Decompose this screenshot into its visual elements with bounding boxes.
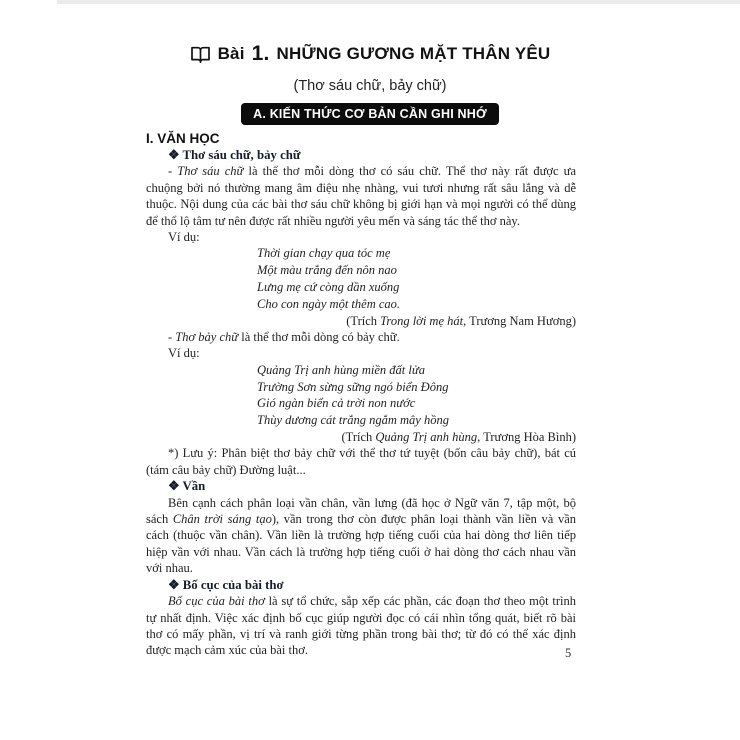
lesson-title-text: NHỮNG GƯƠNG MẶT THÂN YÊU bbox=[276, 44, 551, 63]
poem-line: Thùy dương cát trắng ngắm mây hồng bbox=[257, 413, 449, 428]
poem-2-attribution bbox=[146, 429, 576, 445]
book-title-italic: Chân trời sáng tạo bbox=[172, 512, 272, 527]
attribution-author: , Trương Hòa Bình) bbox=[477, 430, 576, 445]
paragraph-text: là thể thơ mỗi dòng thơ có sáu chữ. Thể thơ này rất được ưa chuộng bởi nó thường mang âm điệu nhẹ nhàng, vui tươi nhưng rất sâu lắng và dễ thuộc. Nội dung của các bài thơ sáu chữ không bị giới hạn và mọi người có thể dùng để thổ lộ tâm tư nên được rất nhiều người yêu mến và sáng tác thể thơ này. bbox=[146, 164, 576, 228]
poem-line: Quảng Trị anh hùng miền đất lửa bbox=[257, 362, 425, 377]
paragraph-text: là sự tổ chức, sắp xếp các phần, các đoạn thơ theo một trình tự nhất định. Việc xác định bố cục giúp người đọc có cái nhìn tổng quát, biết rõ bài thơ có mấy phần, vị trí và ranh giới từng phần trong bài thơ; từ đó có thể xác định được mạch cảm xúc của bài thơ. bbox=[146, 594, 576, 658]
term-italic: Bố cục của bài thơ bbox=[168, 594, 265, 609]
sub-heading-text: Thơ sáu chữ, bảy chữ bbox=[182, 148, 301, 162]
poem-line: Trường Sơn sừng sững ngó biển Đông bbox=[257, 379, 449, 394]
diamond-bullet-icon: ❖ bbox=[168, 577, 180, 592]
attribution-title: Quảng Trị anh hùng bbox=[375, 430, 478, 445]
poem-line: Một màu trắng đến nôn nao bbox=[257, 263, 397, 278]
dash: - bbox=[168, 330, 176, 345]
knowledge-badge: A. KIẾN THỨC CƠ BẢN CẦN GHI NHỚ bbox=[241, 103, 499, 125]
badge-wrap bbox=[164, 103, 576, 125]
poem-line: Cho con ngày một thêm cao. bbox=[257, 296, 401, 311]
poem-1 bbox=[257, 245, 576, 312]
document-header bbox=[146, 42, 576, 125]
paragraph-bo-cuc bbox=[146, 593, 576, 659]
lesson-subtitle: (Thơ sáu chữ, bảy chữ) bbox=[293, 78, 447, 94]
poem-line: Gió ngàn biển cả trời non nước bbox=[257, 396, 416, 411]
term-italic: Thơ sáu chữ bbox=[177, 164, 244, 179]
note-paragraph: *) Lưu ý: Phân biệt thơ bảy chữ với thể thơ tứ tuyệt (bốn câu bảy chữ), bát cú (tám câu bảy chữ) Đường luật... bbox=[146, 446, 576, 477]
paragraph-van bbox=[146, 495, 576, 577]
sub-heading-text: Vần bbox=[182, 479, 206, 494]
page-number: 5 bbox=[565, 646, 572, 660]
lesson-number: 1. bbox=[251, 42, 270, 65]
sub-heading-van bbox=[146, 478, 576, 494]
poem-line: Lưng mẹ cứ còng dần xuống bbox=[257, 280, 400, 295]
poem-2 bbox=[257, 362, 576, 429]
poem-line: Thời gian chạy qua tóc mẹ bbox=[257, 246, 391, 261]
diamond-bullet-icon: ❖ bbox=[168, 479, 180, 494]
term-italic: Thơ bảy chữ bbox=[175, 330, 239, 345]
paragraph-seven-word-poem bbox=[146, 329, 576, 345]
paragraph-six-word-poem bbox=[146, 163, 576, 229]
paragraph-text: là thể thơ mỗi dòng có bảy chữ. bbox=[238, 330, 400, 345]
sub-heading-tho-sau-chu bbox=[146, 147, 576, 163]
poem-1-attribution bbox=[146, 313, 576, 329]
example-label-1: Ví dụ: bbox=[168, 230, 200, 245]
attribution-prefix: (Trích bbox=[346, 313, 381, 328]
open-book-icon bbox=[190, 46, 211, 63]
dash: - bbox=[168, 164, 178, 179]
scan-edge-artifact bbox=[57, 0, 740, 4]
diamond-bullet-icon: ❖ bbox=[168, 148, 180, 162]
sub-heading-text: Bố cục của bài thơ bbox=[182, 577, 284, 592]
lesson-label: Bài bbox=[217, 44, 245, 63]
attribution-title: Trong lời mẹ hát bbox=[380, 313, 464, 328]
section-heading-van-hoc: I. VĂN HỌC bbox=[146, 131, 220, 146]
example-label-2: Ví dụ: bbox=[168, 346, 200, 361]
sub-heading-bo-cuc bbox=[146, 577, 576, 593]
page-content bbox=[146, 42, 576, 659]
attribution-author: , Trương Nam Hương) bbox=[463, 313, 576, 328]
lesson-title bbox=[164, 42, 576, 66]
paragraph-text: Bên cạnh cách phân loại vần chân, vần lưng (đã học ở Ngữ văn 7, tập một, bộ sách bbox=[146, 495, 576, 527]
paragraph-text: ), vần trong thơ còn được phân loại thành vần liền và vần cách (thuộc vần chân). Vần liền là trường hợp tiếng cuối của hai dòng thơ liên tiếp hiệp vần với nhau. Vần cách là trường hợp tiếng cuối ở hai dòng thơ cách nhau vần với nhau. bbox=[146, 512, 576, 576]
attribution-prefix: (Trích bbox=[341, 430, 376, 445]
